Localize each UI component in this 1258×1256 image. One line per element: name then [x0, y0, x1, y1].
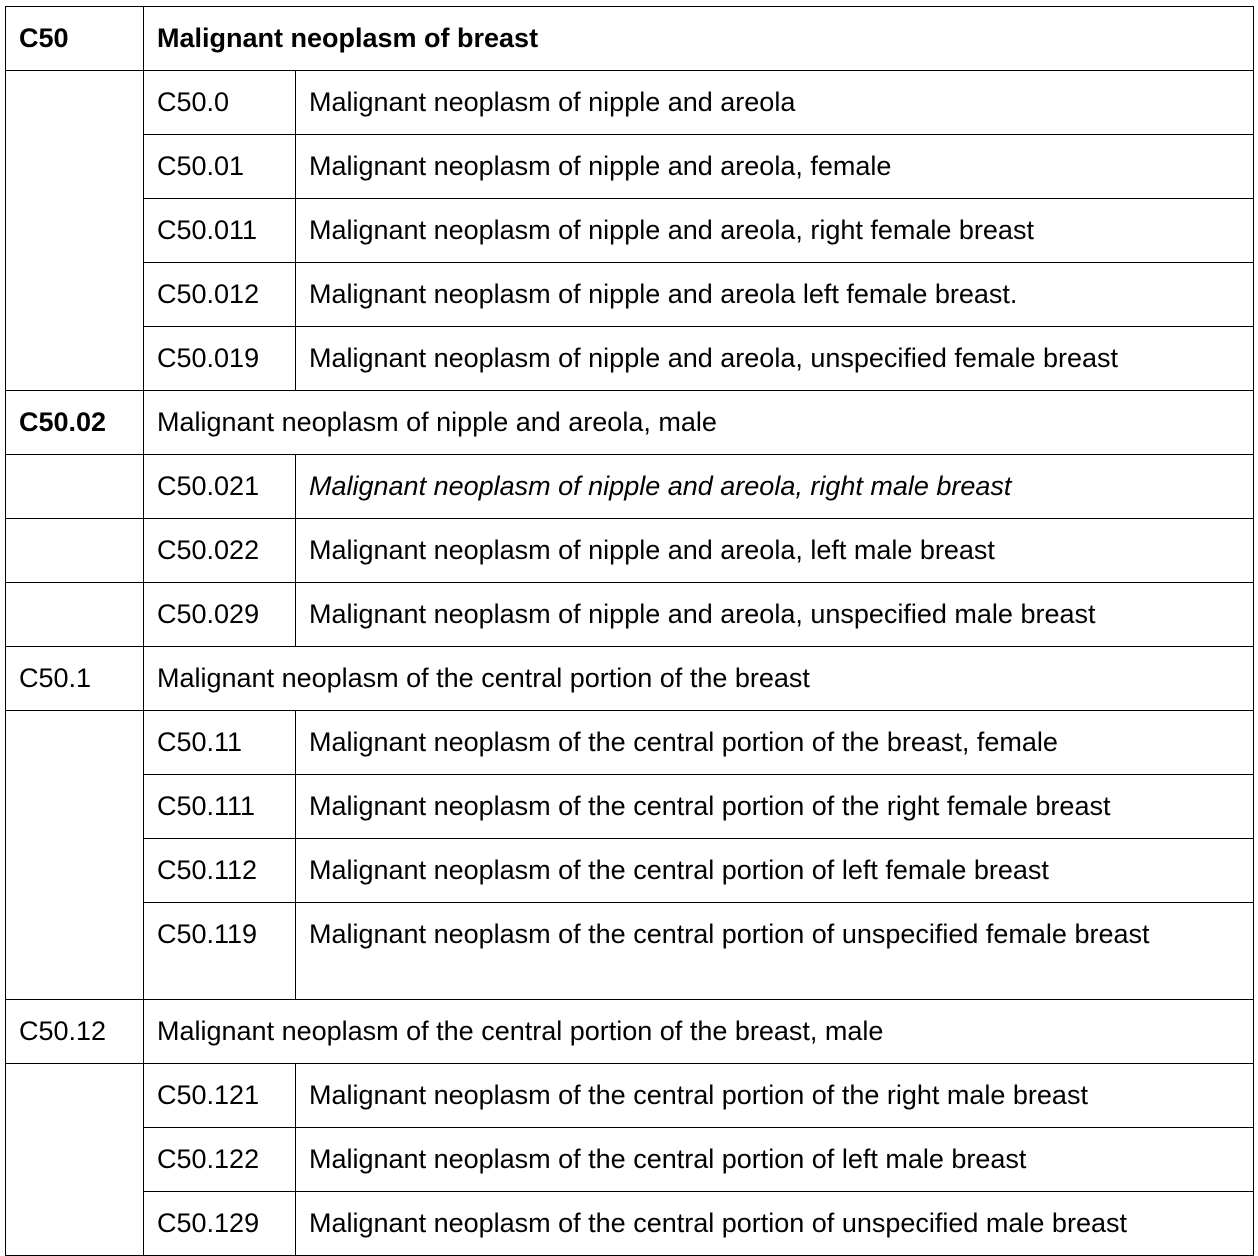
table-row	[6, 199, 1254, 263]
subcode: C50.122	[144, 1128, 296, 1192]
category-title: Malignant neoplasm of the central portion of the breast, male	[144, 1000, 1254, 1064]
table-row	[6, 711, 1254, 775]
subcode-description: Malignant neoplasm of the central portion of the right male breast	[296, 1064, 1254, 1128]
empty-cell	[6, 711, 144, 1000]
table-row	[6, 71, 1254, 135]
subcode-description: Malignant neoplasm of nipple and areola, unspecified male breast	[296, 583, 1254, 647]
table-row	[6, 839, 1254, 903]
empty-cell	[6, 583, 144, 647]
subcode-description: Malignant neoplasm of nipple and areola	[296, 71, 1254, 135]
table-row	[6, 1000, 1254, 1064]
subcode: C50.011	[144, 199, 296, 263]
subcode-description: Malignant neoplasm of nipple and areola, right male breast	[296, 455, 1254, 519]
table-row	[6, 647, 1254, 711]
category-title: Malignant neoplasm of breast	[144, 7, 1254, 71]
subcode: C50.012	[144, 263, 296, 327]
table-row	[6, 7, 1254, 71]
subcode-description: Malignant neoplasm of nipple and areola, left male breast	[296, 519, 1254, 583]
category-code: C50.1	[6, 647, 144, 711]
category-code: C50.02	[6, 391, 144, 455]
category-title: Malignant neoplasm of nipple and areola, male	[144, 391, 1254, 455]
subcode-description: Malignant neoplasm of nipple and areola, unspecified female breast	[296, 327, 1254, 391]
table-row	[6, 519, 1254, 583]
subcode: C50.019	[144, 327, 296, 391]
empty-cell	[6, 71, 144, 391]
subcode-description: Malignant neoplasm of the central portion of the breast, female	[296, 711, 1254, 775]
empty-cell	[6, 1064, 144, 1256]
table-row	[6, 391, 1254, 455]
table-row	[6, 1128, 1254, 1192]
subcode: C50.129	[144, 1192, 296, 1256]
subcode-description: Malignant neoplasm of the central portion of the right female breast	[296, 775, 1254, 839]
category-code: C50	[6, 7, 144, 71]
subcode: C50.029	[144, 583, 296, 647]
table-row	[6, 455, 1254, 519]
subcode: C50.0	[144, 71, 296, 135]
table-row	[6, 135, 1254, 199]
table-row	[6, 583, 1254, 647]
subcode-description: Malignant neoplasm of the central portion of left male breast	[296, 1128, 1254, 1192]
subcode: C50.021	[144, 455, 296, 519]
category-code: C50.12	[6, 1000, 144, 1064]
table-row	[6, 903, 1254, 1000]
subcode: C50.112	[144, 839, 296, 903]
table-row	[6, 775, 1254, 839]
subcode: C50.11	[144, 711, 296, 775]
table-row	[6, 263, 1254, 327]
empty-cell	[6, 519, 144, 583]
icd-code-table	[5, 6, 1254, 1256]
category-title: Malignant neoplasm of the central portion of the breast	[144, 647, 1254, 711]
subcode: C50.121	[144, 1064, 296, 1128]
table-row	[6, 1192, 1254, 1256]
subcode: C50.119	[144, 903, 296, 1000]
subcode: C50.01	[144, 135, 296, 199]
empty-cell	[6, 455, 144, 519]
table-row	[6, 1064, 1254, 1128]
subcode-description: Malignant neoplasm of nipple and areola, right female breast	[296, 199, 1254, 263]
subcode: C50.111	[144, 775, 296, 839]
subcode-description: Malignant neoplasm of nipple and areola, female	[296, 135, 1254, 199]
subcode-description: Malignant neoplasm of nipple and areola left female breast.	[296, 263, 1254, 327]
subcode: C50.022	[144, 519, 296, 583]
subcode-description: Malignant neoplasm of the central portion of unspecified male breast	[296, 1192, 1254, 1256]
subcode-description: Malignant neoplasm of the central portion of unspecified female breast	[296, 903, 1254, 1000]
table-row	[6, 327, 1254, 391]
subcode-description: Malignant neoplasm of the central portion of left female breast	[296, 839, 1254, 903]
